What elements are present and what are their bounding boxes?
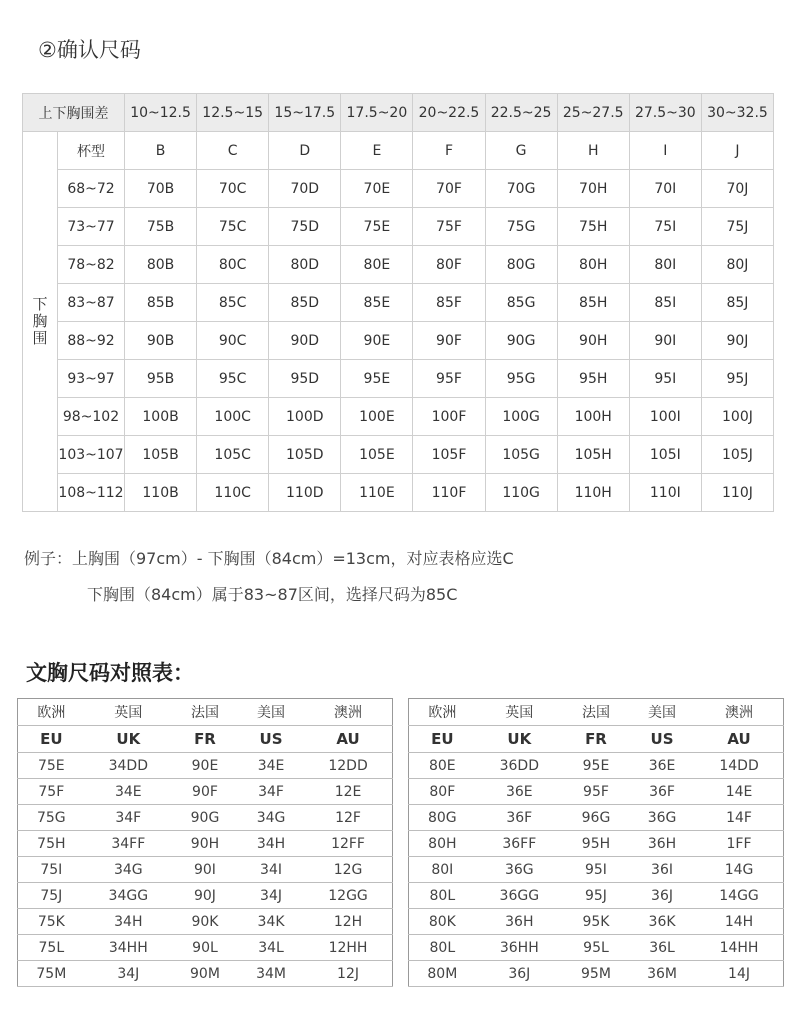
size-cell: 110E — [341, 474, 413, 512]
cup-cell: H — [557, 132, 629, 170]
cup-row — [23, 132, 774, 170]
underbust-range: 93~97 — [58, 360, 125, 398]
conversion-cell: 90K — [172, 909, 238, 935]
conversion-cell: 12J — [304, 961, 392, 987]
conversion-cell: 80G — [409, 805, 476, 831]
size-cell: 100C — [197, 398, 269, 436]
size-cell: 75C — [197, 208, 269, 246]
size-cell: 90B — [125, 322, 197, 360]
conversion-cell: 36H — [629, 831, 695, 857]
conversion-cell: 75K — [18, 909, 85, 935]
conversion-cell: 75M — [18, 961, 85, 987]
size-cell: 110J — [701, 474, 773, 512]
conversion-row — [18, 753, 393, 779]
conversion-cell: 34HH — [85, 935, 172, 961]
size-cell: 95B — [125, 360, 197, 398]
size-cell: 85I — [629, 284, 701, 322]
region-code: AU — [695, 726, 783, 753]
size-cell: 70F — [413, 170, 485, 208]
conversion-cell: 36G — [476, 857, 563, 883]
size-cell: 100B — [125, 398, 197, 436]
conversion-cell: 34K — [238, 909, 304, 935]
conversion-row — [409, 935, 784, 961]
region-code: US — [629, 726, 695, 753]
size-cell: 100H — [557, 398, 629, 436]
size-row — [23, 322, 774, 360]
underbust-range: 103~107 — [58, 436, 125, 474]
conversion-row — [409, 883, 784, 909]
region-header: 法国 — [563, 699, 629, 726]
conversion-cell: 14F — [695, 805, 783, 831]
conversion-cell: 34J — [85, 961, 172, 987]
conversion-cell: 80L — [409, 935, 476, 961]
conversion-table-left — [17, 698, 393, 987]
conversion-cell: 36G — [629, 805, 695, 831]
conversion-cell: 34L — [238, 935, 304, 961]
conversion-cell: 95F — [563, 779, 629, 805]
example-line-1: 例子：上胸围（97cm）- 下胸围（84cm）=13cm，对应表格应选C — [24, 549, 514, 568]
conversion-cell: 34H — [238, 831, 304, 857]
region-header: 欧洲 — [409, 699, 476, 726]
size-cell: 85D — [269, 284, 341, 322]
size-cell: 85B — [125, 284, 197, 322]
conversion-cell: 36DD — [476, 753, 563, 779]
conversion-cell: 34E — [85, 779, 172, 805]
column-header: 15~17.5 — [269, 94, 341, 132]
size-cell: 75F — [413, 208, 485, 246]
conversion-cell: 34M — [238, 961, 304, 987]
column-header: 27.5~30 — [629, 94, 701, 132]
conversion-cell: 36HH — [476, 935, 563, 961]
conversion-row — [409, 909, 784, 935]
conversion-row — [18, 883, 393, 909]
cup-cell: C — [197, 132, 269, 170]
conversion-row — [18, 935, 393, 961]
conversion-cell: 80F — [409, 779, 476, 805]
conversion-cell: 34FF — [85, 831, 172, 857]
region-header: 美国 — [629, 699, 695, 726]
conversion-row — [409, 805, 784, 831]
underbust-group-text: 下胸围 — [32, 295, 48, 347]
region-code: EU — [409, 726, 476, 753]
cup-label: 杯型 — [58, 132, 125, 170]
size-cell: 95C — [197, 360, 269, 398]
size-cell: 95E — [341, 360, 413, 398]
size-cell: 90D — [269, 322, 341, 360]
size-row — [23, 246, 774, 284]
region-header: 澳洲 — [304, 699, 392, 726]
conversion-section-title: 文胸尺码对照表： — [26, 661, 194, 685]
conversion-cell: 34F — [85, 805, 172, 831]
region-header: 欧洲 — [18, 699, 85, 726]
column-header: 25~27.5 — [557, 94, 629, 132]
conversion-cell: 90I — [172, 857, 238, 883]
size-cell: 105E — [341, 436, 413, 474]
size-cell: 90I — [629, 322, 701, 360]
column-header: 10~12.5 — [125, 94, 197, 132]
size-cell: 75G — [485, 208, 557, 246]
size-cell: 80D — [269, 246, 341, 284]
size-cell: 75B — [125, 208, 197, 246]
conversion-cell: 36E — [629, 753, 695, 779]
size-row — [23, 474, 774, 512]
size-row — [23, 284, 774, 322]
size-cell: 105I — [629, 436, 701, 474]
conversion-cell: 75J — [18, 883, 85, 909]
size-header-row — [23, 94, 774, 132]
region-code: AU — [304, 726, 392, 753]
conversion-cell: 34J — [238, 883, 304, 909]
size-cell: 80B — [125, 246, 197, 284]
region-header-row — [18, 699, 393, 726]
conversion-cell: 75E — [18, 753, 85, 779]
size-cell: 75D — [269, 208, 341, 246]
region-code: UK — [85, 726, 172, 753]
underbust-range: 73~77 — [58, 208, 125, 246]
conversion-cell: 95K — [563, 909, 629, 935]
region-code: EU — [18, 726, 85, 753]
conversion-cell: 90L — [172, 935, 238, 961]
conversion-cell: 96G — [563, 805, 629, 831]
conversion-cell: 12E — [304, 779, 392, 805]
size-cell: 70C — [197, 170, 269, 208]
column-header: 30~32.5 — [701, 94, 773, 132]
size-cell: 105C — [197, 436, 269, 474]
conversion-cell: 36J — [476, 961, 563, 987]
size-cell: 105H — [557, 436, 629, 474]
conversion-cell: 34I — [238, 857, 304, 883]
size-cell: 110B — [125, 474, 197, 512]
conversion-cell: 36FF — [476, 831, 563, 857]
conversion-cell: 12H — [304, 909, 392, 935]
size-cell: 85H — [557, 284, 629, 322]
conversion-table-right — [408, 698, 784, 987]
size-cell: 85F — [413, 284, 485, 322]
size-cell: 100F — [413, 398, 485, 436]
region-header: 美国 — [238, 699, 304, 726]
size-cell: 85E — [341, 284, 413, 322]
region-header: 英国 — [85, 699, 172, 726]
conversion-cell: 12GG — [304, 883, 392, 909]
size-cell: 95G — [485, 360, 557, 398]
conversion-cell: 36E — [476, 779, 563, 805]
size-cell: 90F — [413, 322, 485, 360]
conversion-cell: 36J — [629, 883, 695, 909]
cup-cell: G — [485, 132, 557, 170]
conversion-row — [409, 779, 784, 805]
conversion-cell: 12G — [304, 857, 392, 883]
underbust-range: 83~87 — [58, 284, 125, 322]
conversion-cell: 75F — [18, 779, 85, 805]
size-chart-table — [22, 93, 774, 512]
underbust-range: 68~72 — [58, 170, 125, 208]
conversion-cell: 90G — [172, 805, 238, 831]
region-header-row — [409, 699, 784, 726]
conversion-cell: 14HH — [695, 935, 783, 961]
size-cell: 80I — [629, 246, 701, 284]
size-cell: 80E — [341, 246, 413, 284]
size-row — [23, 360, 774, 398]
conversion-cell: 80H — [409, 831, 476, 857]
conversion-cell: 80L — [409, 883, 476, 909]
size-cell: 75I — [629, 208, 701, 246]
size-cell: 70G — [485, 170, 557, 208]
size-cell: 70E — [341, 170, 413, 208]
region-header: 法国 — [172, 699, 238, 726]
conversion-row — [18, 961, 393, 987]
conversion-cell: 36F — [629, 779, 695, 805]
conversion-cell: 34G — [85, 857, 172, 883]
size-row — [23, 436, 774, 474]
conversion-cell: 36L — [629, 935, 695, 961]
size-cell: 90H — [557, 322, 629, 360]
size-cell: 105J — [701, 436, 773, 474]
size-cell: 110F — [413, 474, 485, 512]
conversion-cell: 80M — [409, 961, 476, 987]
conversion-cell: 34GG — [85, 883, 172, 909]
conversion-cell: 12F — [304, 805, 392, 831]
size-cell: 70J — [701, 170, 773, 208]
cup-cell: J — [701, 132, 773, 170]
conversion-cell: 80K — [409, 909, 476, 935]
conversion-cell: 34H — [85, 909, 172, 935]
conversion-cell: 75I — [18, 857, 85, 883]
size-cell: 70D — [269, 170, 341, 208]
conversion-cell: 90H — [172, 831, 238, 857]
size-cell: 100I — [629, 398, 701, 436]
example-line-2: 下胸围（84cm）属于83~87区间，选择尺码为85C — [87, 585, 458, 604]
size-cell: 90G — [485, 322, 557, 360]
conversion-cell: 14GG — [695, 883, 783, 909]
size-cell: 110G — [485, 474, 557, 512]
region-code: US — [238, 726, 304, 753]
corner-label: 上下胸围差 — [23, 94, 125, 132]
conversion-cell: 14E — [695, 779, 783, 805]
conversion-cell: 75G — [18, 805, 85, 831]
conversion-cell: 34F — [238, 779, 304, 805]
size-cell: 105F — [413, 436, 485, 474]
conversion-cell: 34DD — [85, 753, 172, 779]
size-cell: 95H — [557, 360, 629, 398]
conversion-cell: 36F — [476, 805, 563, 831]
cup-cell: I — [629, 132, 701, 170]
conversion-cell: 75H — [18, 831, 85, 857]
conversion-cell: 14G — [695, 857, 783, 883]
size-row — [23, 170, 774, 208]
conversion-cell: 36GG — [476, 883, 563, 909]
conversion-row — [409, 831, 784, 857]
conversion-cell: 14H — [695, 909, 783, 935]
cup-cell: D — [269, 132, 341, 170]
conversion-cell: 90J — [172, 883, 238, 909]
conversion-row — [409, 753, 784, 779]
size-cell: 95F — [413, 360, 485, 398]
conversion-cell: 90M — [172, 961, 238, 987]
conversion-cell: 90F — [172, 779, 238, 805]
cup-cell: E — [341, 132, 413, 170]
size-cell: 100J — [701, 398, 773, 436]
conversion-cell: 34G — [238, 805, 304, 831]
conversion-cell: 12HH — [304, 935, 392, 961]
page-title: ②确认尺码 — [38, 38, 141, 62]
conversion-cell: 36I — [629, 857, 695, 883]
region-code-row — [409, 726, 784, 753]
underbust-range: 108~112 — [58, 474, 125, 512]
column-header: 12.5~15 — [197, 94, 269, 132]
size-cell: 100G — [485, 398, 557, 436]
size-cell: 80G — [485, 246, 557, 284]
size-cell: 95J — [701, 360, 773, 398]
size-cell: 110I — [629, 474, 701, 512]
size-cell: 70H — [557, 170, 629, 208]
size-cell: 105G — [485, 436, 557, 474]
size-cell: 100D — [269, 398, 341, 436]
size-cell: 80F — [413, 246, 485, 284]
conversion-cell: 36H — [476, 909, 563, 935]
size-cell: 110C — [197, 474, 269, 512]
size-cell: 100E — [341, 398, 413, 436]
conversion-row — [18, 857, 393, 883]
conversion-row — [18, 909, 393, 935]
underbust-range: 88~92 — [58, 322, 125, 360]
size-cell: 110H — [557, 474, 629, 512]
size-cell: 105B — [125, 436, 197, 474]
size-cell: 95I — [629, 360, 701, 398]
region-header: 澳洲 — [695, 699, 783, 726]
underbust-range: 78~82 — [58, 246, 125, 284]
size-cell: 90J — [701, 322, 773, 360]
underbust-group-label — [23, 132, 58, 512]
conversion-cell: 80E — [409, 753, 476, 779]
conversion-cell: 95L — [563, 935, 629, 961]
column-header: 20~22.5 — [413, 94, 485, 132]
region-code-row — [18, 726, 393, 753]
size-cell: 90C — [197, 322, 269, 360]
cup-cell: B — [125, 132, 197, 170]
region-code: UK — [476, 726, 563, 753]
conversion-cell: 80I — [409, 857, 476, 883]
size-cell: 105D — [269, 436, 341, 474]
size-cell: 85G — [485, 284, 557, 322]
conversion-cell: 36M — [629, 961, 695, 987]
size-cell: 75H — [557, 208, 629, 246]
conversion-row — [18, 831, 393, 857]
conversion-cell: 95E — [563, 753, 629, 779]
size-cell: 95D — [269, 360, 341, 398]
conversion-cell: 14J — [695, 961, 783, 987]
conversion-row — [409, 857, 784, 883]
column-header: 22.5~25 — [485, 94, 557, 132]
conversion-cell: 95M — [563, 961, 629, 987]
size-cell: 85J — [701, 284, 773, 322]
size-row — [23, 398, 774, 436]
conversion-cell: 34E — [238, 753, 304, 779]
cup-cell: F — [413, 132, 485, 170]
conversion-cell: 12FF — [304, 831, 392, 857]
size-cell: 90E — [341, 322, 413, 360]
conversion-cell: 12DD — [304, 753, 392, 779]
conversion-cell: 1FF — [695, 831, 783, 857]
size-cell: 75E — [341, 208, 413, 246]
conversion-row — [18, 779, 393, 805]
conversion-row — [409, 961, 784, 987]
conversion-row — [18, 805, 393, 831]
region-code: FR — [172, 726, 238, 753]
conversion-cell: 90E — [172, 753, 238, 779]
conversion-cell: 75L — [18, 935, 85, 961]
size-cell: 70B — [125, 170, 197, 208]
underbust-range: 98~102 — [58, 398, 125, 436]
conversion-cell: 36K — [629, 909, 695, 935]
conversion-cell: 95J — [563, 883, 629, 909]
region-code: FR — [563, 726, 629, 753]
size-cell: 80J — [701, 246, 773, 284]
size-cell: 80C — [197, 246, 269, 284]
size-row — [23, 208, 774, 246]
size-cell: 110D — [269, 474, 341, 512]
size-cell: 70I — [629, 170, 701, 208]
size-cell: 85C — [197, 284, 269, 322]
conversion-cell: 95I — [563, 857, 629, 883]
column-header: 17.5~20 — [341, 94, 413, 132]
conversion-cell: 14DD — [695, 753, 783, 779]
region-header: 英国 — [476, 699, 563, 726]
conversion-cell: 95H — [563, 831, 629, 857]
size-cell: 80H — [557, 246, 629, 284]
size-cell: 75J — [701, 208, 773, 246]
